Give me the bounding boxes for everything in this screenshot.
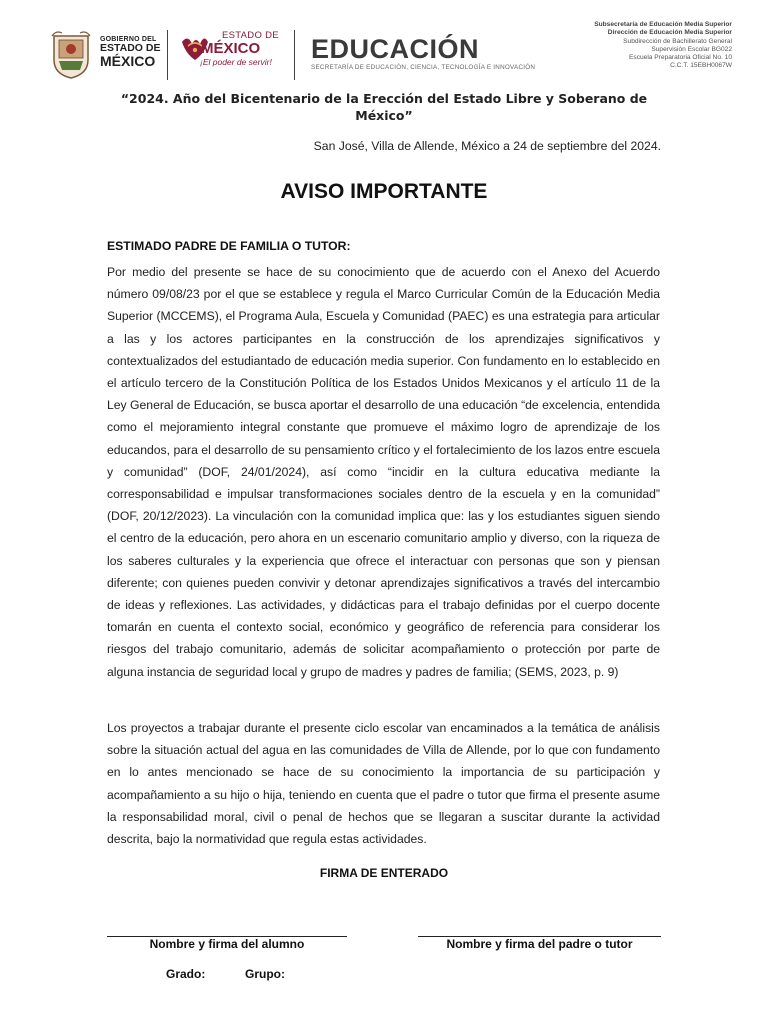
header-divider-1	[167, 30, 168, 80]
estado-slogan: ¡El poder de servir!	[200, 57, 272, 67]
gobierno-line3: MÉXICO	[100, 53, 156, 70]
group-label: Grupo:	[245, 967, 285, 981]
educacion-subtitle: SECRETARÍA DE EDUCACIÓN, CIENCIA, TECNOLOGÍA E INNOVACIÓN	[311, 64, 536, 71]
estado-de-mexico-logotype	[200, 30, 279, 68]
institution-line: C.C.T. 15EBH0067W	[670, 62, 732, 70]
estado-line2: MÉXICO	[201, 40, 261, 57]
coat-of-arms-seal-icon	[50, 30, 92, 80]
estado-line1: ESTADO DE	[222, 30, 279, 41]
header-divider-2	[294, 30, 295, 80]
institution-line: Escuela Preparatoria Oficial No. 10	[629, 54, 732, 62]
educacion-title: EDUCACIÓN	[311, 34, 480, 64]
gobierno-line2: ESTADO DE	[100, 42, 161, 55]
gobierno-line1: GOBIERNO DEL	[100, 36, 157, 43]
institution-line: Dirección de Educación Media Superior	[607, 29, 732, 37]
grade-label: Grado:	[166, 967, 206, 981]
document-title: AVISO IMPORTANTE	[280, 180, 488, 203]
place-and-date: San José, Villa de Allende, México a 24 de septiembre del 2024.	[313, 139, 661, 153]
institution-line: Subsecretaría de Educación Media Superior	[594, 21, 732, 28]
letterhead	[0, 0, 768, 90]
gobierno-estado-mexico-logotype	[100, 36, 160, 69]
year-motto: “2024. Año del Bicentenario de la Erección del Estado Libre y Soberano de México”	[120, 91, 648, 123]
greeting: ESTIMADO PADRE DE FAMILIA O TUTOR:	[107, 239, 351, 253]
parent-signature-label: Nombre y firma del padre o tutor	[446, 937, 633, 951]
institution-line: Subdirección de Bachillerato General	[623, 37, 732, 45]
institution-line: Supervisión Escolar BG022	[651, 45, 732, 53]
student-signature-label: Nombre y firma del alumno	[149, 937, 305, 951]
signature-heading: FIRMA DE ENTERADO	[319, 866, 449, 880]
body-paragraph-1: Por medio del presente se hace de su conocimiento que de acuerdo con el Anexo del Acuerdo número 09/08/23 por el que se establece y regula el Marco Curricular Común de la Educación Media Superior (MCCEMS), el Programa Aula, Escuela y Comunidad (PAEC) es una estrategia para articular a las y los actores participantes en la construcción de los aprendizajes significativos y contextualizados del estudiantado de educación media superior. Con fundamento en lo establecido en el artículo tercero de la Constitución Política de los Estados Unidos Mexicanos y el artículo 11 de la Ley General de Educación, se busca aportar el desarrollo de una educación “de excelencia, entendida como el mejoramiento integral constante que promueve el máximo logro de aprendizaje de los educandos, para el desarrollo de su pensamiento crítico y el fortalecimiento de los lazos entre escuela y comunidad” (DOF, 24/01/2024), así como “incidir en la cultura educativa mediante la corresponsabilidad e impulsar transformaciones sociales dentro de la escuela y en la comunidad” (DOF, 20/12/2023). La vinculación con la comunidad implica que: las y los estudiantes siguen siendo el centro de la educación, pero ahora en un escenario comunitario amplio y diverso, con la riqueza de los saberes culturales y la experiencia que ofrece el interactuar con personas que son y piensan diferente; con quienes pueden convivir y detonar aprendizajes significativos a través del intercambio de ideas y reflexiones. Las actividades, y didácticas para el trabajo definidas por el cuerpo docente tomarán en cuenta el contexto social, económico y geográfico de referencia para considerar los riesgos del trabajo comunitario, además de solicitar acompañamiento o protección por parte de alguna instancia de seguridad local y grupo de madres y padres de familia; (SEMS, 2023, p. 9)	[107, 265, 660, 679]
institution-info-block	[594, 21, 732, 71]
body-paragraph-2: Los proyectos a trabajar durante el presente ciclo escolar van encaminados a la temática de análisis sobre la situación actual del agua en las comunidades de Villa de Allende, por lo que con fundamento en lo antes mencionado se hace de su conocimiento la importancia de su participación y acompañamiento a su hijo o hija, teniendo en cuenta que el padre o tutor que firma el presente asume la responsabilidad moral, civil o penal de hechos que se llegaran a suscitar durante la actividad descrita, bajo la normatividad que regula estas actividades.	[107, 721, 660, 847]
